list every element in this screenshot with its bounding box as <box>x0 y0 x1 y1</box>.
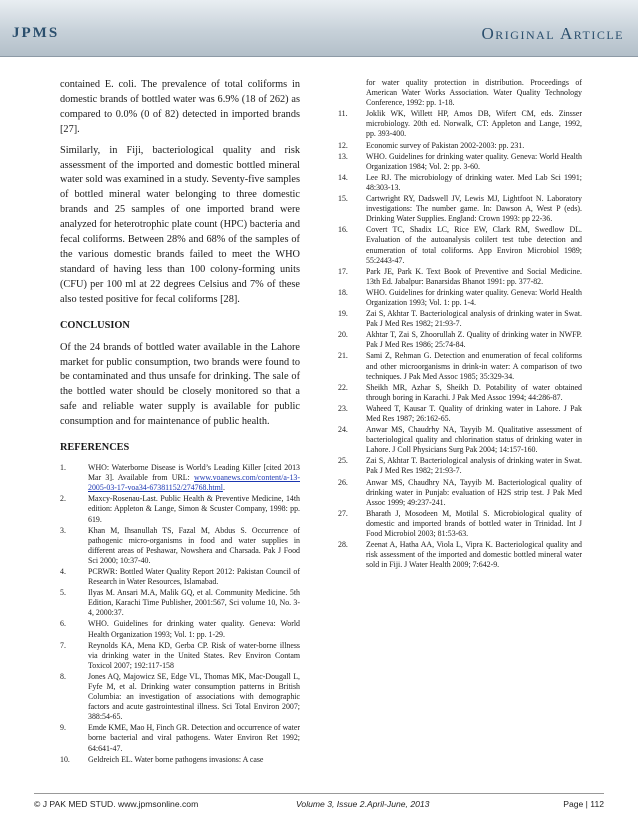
reference-citation: Sheikh MR, Azhar S, Sheikh D. Potability of water obtained through boring in Karachi. J Pak Med Assoc 1994; 44:286-87. <box>366 382 582 402</box>
reference-item <box>338 78 582 108</box>
reference-text <box>88 567 300 587</box>
reference-number: 21. <box>338 351 348 361</box>
reference-number: 16. <box>338 225 348 235</box>
journal-header-banner <box>0 0 638 57</box>
reference-citation: Park JE, Park K. Text Book of Preventive and Social Medicine. 13th Ed. Jabalpur: Banarsidas Bhanot 1991: pp. 377-82. <box>366 266 582 286</box>
reference-item <box>60 526 300 566</box>
reference-text <box>366 330 582 350</box>
reference-number: 13. <box>338 151 348 161</box>
reference-number: 1. <box>60 463 66 473</box>
reference-citation: Economic survey of Pakistan 2002-2003: pp. 231. <box>366 140 525 150</box>
reference-citation: Geldreich EL. Water borne pathogens invasions: A case <box>88 754 264 764</box>
reference-item <box>338 425 582 455</box>
conclusion-heading: CONCLUSION <box>60 319 130 331</box>
reference-text <box>366 173 582 193</box>
reference-number: 2. <box>60 494 66 504</box>
reference-item <box>338 194 582 224</box>
reference-item <box>338 330 582 350</box>
reference-number: 11. <box>338 109 348 119</box>
reference-item <box>60 567 300 587</box>
reference-number: 5. <box>60 588 66 598</box>
reference-item <box>338 404 582 424</box>
reference-citation: WHO. Guidelines for drinking water quality. Geneva: World Health Organization 1993; Vol. 1: pp. 1-4. <box>366 287 582 307</box>
reference-number: 8. <box>60 671 66 681</box>
reference-citation: Jones AQ, Majowicz SE, Edge VL, Thomas MK, Mac-Dougall L, Fyfe M, et al. Drinking water consumption patterns in British Columbia: an investigation of associations with demographic factors and acute gastrointestinal illness. Sci Total Environ 2007; 388:54-65. <box>88 671 300 722</box>
reference-number: 17. <box>338 266 348 276</box>
footer-copyright: © J PAK MED STUD. www.jpmsonline.com <box>34 799 199 809</box>
footer-divider <box>34 793 604 794</box>
footer-issue: Volume 3, Issue 2.April-June, 2013 <box>296 799 430 809</box>
reference-number: 27. <box>338 508 348 518</box>
reference-number: 22. <box>338 382 348 392</box>
reference-text <box>366 288 582 308</box>
section-label: Original Article <box>481 24 624 43</box>
reference-item <box>338 141 582 151</box>
reference-citation: Cartwright RY, Dadswell JV, Lewis MJ, Lightfoot N. Laboratory investigations: The number game. In: Dawson A, West P (eds). Drinking Water Supplies. England: Crown 1993: pp 22-36. <box>366 194 582 224</box>
reference-item <box>338 288 582 308</box>
reference-text <box>366 225 582 265</box>
reference-number: 19. <box>338 309 348 319</box>
reference-item <box>60 494 300 524</box>
reference-text <box>366 152 582 172</box>
reference-text <box>366 478 582 508</box>
right-column <box>338 78 582 571</box>
reference-number: 26. <box>338 477 348 487</box>
reference-text <box>366 309 582 329</box>
reference-punctuation: . <box>222 483 225 493</box>
reference-item <box>60 619 300 639</box>
references-list-left <box>60 463 300 765</box>
reference-link[interactable]: www.voanews.com/content/a-13-2005-03-17-voa34-67381152/274768.html <box>88 473 300 493</box>
reference-item <box>338 509 582 539</box>
reference-item <box>60 588 300 618</box>
reference-item <box>338 173 582 193</box>
reference-number: 15. <box>338 194 348 204</box>
reference-text <box>88 641 300 671</box>
reference-text <box>88 463 300 493</box>
reference-citation: Anwar MS, Chaudrhy NA, Tayyib M. Qualitative assessment of bacteriological quality and chlorination status of drinking water in Lahore. J Coll Physicians Surg Pak 2004; 14:157-160. <box>366 425 582 455</box>
reference-citation: Bharath J, Mosodeen M, Motilal S. Microbiological quality of domestic and imported brands of bottled water in Trinidad. Int J Food Microbiol 2003; 81:53-63. <box>366 508 582 539</box>
reference-number: 23. <box>338 403 348 413</box>
reference-text <box>366 425 582 455</box>
reference-item <box>338 351 582 381</box>
reference-number: 10. <box>60 754 70 764</box>
reference-number: 4. <box>60 566 66 576</box>
reference-citation: Emde KME, Mao H, Finch GR. Detection and occurrence of water borne bacterial and viral pathogens. Water Environ Ret 1992; 64:641-47. <box>88 723 300 753</box>
reference-number: 7. <box>60 640 66 650</box>
reference-citation: WHO: Waterborne Disease is World’s Leading Killer [cited 2013 Mar 3]. Available from URL: <box>88 463 300 483</box>
reference-number: 14. <box>338 172 348 182</box>
reference-citation: Maxcy-Rosenau-Last. Public Health & Preventive Medicine, 14th edition: Appleton & Lange, Simon & Scuster Company, 1998: pp. 619. <box>88 494 300 524</box>
reference-text <box>366 78 582 108</box>
reference-citation: Zai S, Akhtar T. Bacteriological analysis of drinking water in Swat. Pak J Med Res 1982; 21:93-7. <box>366 456 582 476</box>
body-paragraph: Similarly, in Fiji, bacteriological quality and risk assessment of the imported and domestic bottled mineral water sold was examined in a study. Seventy-five samples of bottled mineral water belonging to three domestic brands and 25 samples of one imported brand were analyzed for heterotrophic plate count (HPC) bacteria and fecal coliforms. Between 28% and 68% of the samples of the various domestic brands failed to meet the WHO standard of having less than 100 colony-forming units (CFU) per 100 ml at 22 degrees Celsius and 7% of these also tested positive for fecal coliforms [28]. <box>60 144 300 305</box>
reference-citation: Covert TC, Shadix LC, Rice EW, Clark RM, Swedlow DL. Evaluation of the autoanalysis colilert test tube detection and enumeration of total coliforms. App Environ Microbiol 1989; 55:2443-47. <box>366 225 582 265</box>
reference-citation: Waheed T, Kausar T. Quality of drinking water in Lahore. J Pak Med Res 1987; 26:162-65. <box>366 403 582 423</box>
reference-citation: Zai S, Akhtar T. Bacteriological analysis of drinking water in Swat. Pak J Med Res 1982; 21:93-7. <box>366 309 582 329</box>
reference-citation: WHO. Guidelines for drinking water quality. Geneva: World Health Organization 1993; Vol. 1: pp. 1-29. <box>88 619 300 639</box>
reference-item <box>338 225 582 265</box>
left-column <box>60 78 300 766</box>
reference-text <box>88 494 300 524</box>
reference-citation: Sami Z, Rehman G. Detection and enumeration of fecal coliforms and other microorganisms in drink-in water: A comparison of two techniques. J Pak Med Assoc 1985; 35:329-34. <box>366 351 582 381</box>
reference-item <box>338 109 582 139</box>
reference-text <box>88 672 300 722</box>
reference-citation: for water quality protection in distribution. Proceedings of American Water Works Association. Water Quality Technology Conference, 1992: pp. 1-18. <box>366 78 582 108</box>
reference-item <box>338 478 582 508</box>
reference-text <box>366 509 582 539</box>
reference-item <box>60 755 300 765</box>
reference-text <box>88 588 300 618</box>
reference-citation: Ilyas M. Ansari M.A, Malik GQ, et al. Community Medicine. 5th Edition, Karachi Time Publisher, 2001:567, Sci volume 10, No. 3-4, 2000:37. <box>88 588 300 618</box>
reference-item <box>338 152 582 172</box>
reference-text <box>366 404 582 424</box>
reference-item <box>60 672 300 722</box>
body-paragraph: contained E. coli. The prevalence of total coliforms in domestic brands of bottled water was 6.9% (18 of 262) as compared to 0.0% (0 of 82) detected in imported brands [27]. <box>60 79 300 135</box>
reference-text <box>366 456 582 476</box>
reference-text <box>366 194 582 224</box>
reference-number: 9. <box>60 723 66 733</box>
reference-item <box>338 383 582 403</box>
reference-item <box>338 309 582 329</box>
reference-number: 25. <box>338 456 348 466</box>
page-footer <box>34 795 604 813</box>
reference-text <box>366 540 582 570</box>
reference-citation: WHO. Guidelines for drinking water quality. Geneva: World Health Organization 1984; Vol. 2: pp. 3-60. <box>366 151 582 171</box>
references-heading: REFERENCES <box>60 442 130 454</box>
reference-item <box>60 463 300 493</box>
reference-citation: Joklik WK, Willett HP, Amos DB, Wifert CM, eds. Zinsser microbiology. 20th ed. Norwalk, CT: Appleton and Lange, 1992, pp. 393-400. <box>366 109 582 139</box>
reference-citation: Akhtar T, Zai S, Zhoorullah Z. Quality of drinking water in NWFP. Pak J Med Res 1986; 25:74-84. <box>366 330 582 350</box>
reference-text <box>366 109 582 139</box>
reference-number: 28. <box>338 540 348 550</box>
reference-item <box>60 723 300 753</box>
reference-number: 20. <box>338 330 348 340</box>
conclusion-paragraph: Of the 24 brands of bottled water available in the Lahore market for public consumption, two brands were found to be contaminated and thus unsafe for drinking. The sale of the bottled water should be closely monitored so that a safe and reliable water supply is available for public consumption and for maintenance of public health. <box>60 341 300 428</box>
reference-citation: Lee RJ. The microbiology of drinking water. Med Lab Sci 1991; 48:303-13. <box>366 172 582 192</box>
reference-citation: Zeenat A, Hatha AA, Viola L, Vipra K. Bacteriological quality and risk assessment of the imported and domestic bottled mineral water sold in Fiji. J Water Health 2009; 7:642-9. <box>366 540 582 570</box>
reference-number: 18. <box>338 287 348 297</box>
reference-item <box>60 641 300 671</box>
reference-text <box>88 755 300 765</box>
reference-item <box>338 267 582 287</box>
reference-text <box>366 141 582 151</box>
reference-text <box>366 351 582 381</box>
reference-citation: Khan M, Ihsanullah TS, Fazal M, Abdus S. Occurrence of pathogenic micro-organisms in food and water supplies in different areas of Peshawar, Nowshera and Charsada. Pak J Food Sci 2000; 10:37-40. <box>88 525 300 565</box>
reference-citation: Reynolds KA, Mena KD, Gerba CP. Risk of water-borne illness via drinking water in the United States. Rev Environ Contam Toxicol 2007; 192:117-158 <box>88 640 300 670</box>
reference-number: 24. <box>338 425 348 435</box>
reference-citation: Anwar MS, Chaudhry NA, Tayyib M. Bacteriological quality of drinking water in Punjab: evaluation of H2S strip test. J Pak Med Assoc 1999; 49:237-241. <box>366 477 582 507</box>
reference-text <box>366 383 582 403</box>
reference-item <box>338 456 582 476</box>
reference-text <box>88 619 300 639</box>
references-list-right <box>338 78 582 570</box>
journal-name: JPMS <box>12 25 60 41</box>
reference-number: 6. <box>60 619 66 629</box>
reference-text <box>366 267 582 287</box>
reference-citation: PCRWR: Bottled Water Quality Report 2012: Pakistan Council of Research in Water Resources, Islamabad. <box>88 566 300 587</box>
reference-number: 12. <box>338 140 348 150</box>
reference-text <box>88 526 300 566</box>
reference-item <box>338 540 582 570</box>
reference-text <box>88 723 300 753</box>
footer-page-number: Page | 112 <box>563 799 604 809</box>
reference-number: 3. <box>60 525 66 535</box>
